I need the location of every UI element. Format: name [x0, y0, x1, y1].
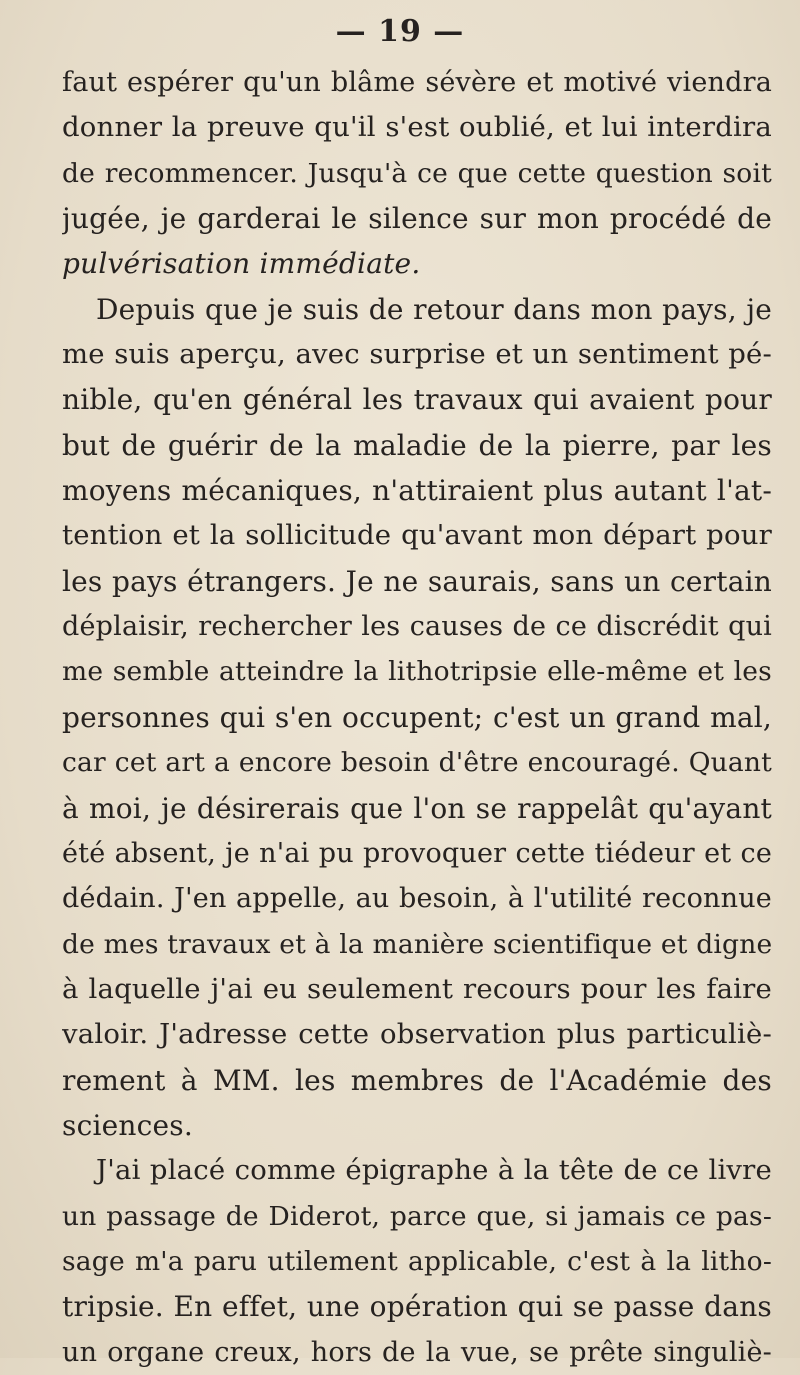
text-line: rement à MM. les membres de l'Académie des [62, 1063, 772, 1097]
text-line: sciences. [62, 1108, 193, 1142]
text-line: de mes travaux et à la manière scientifique et digne [62, 928, 772, 960]
text-line: donner la preuve qu'il s'est oublié, et lui interdira [62, 111, 772, 144]
paragraph-first-line: Depuis que je suis de retour dans mon pays, je [96, 292, 772, 326]
text-line: un passage de Diderot, parce que, si jamais ce pas- [62, 1200, 772, 1232]
text-line: tention et la sollicitude qu'avant mon départ pour [62, 519, 772, 552]
text-line: été absent, je n'ai pu provoquer cette tiédeur et ce [62, 837, 772, 869]
text-line: déplaisir, rechercher les causes de ce discrédit qui [62, 611, 772, 643]
body-text [62, 60, 772, 1375]
text-line: car cet art a encore besoin d'être encouragé. Quant [62, 747, 772, 779]
text-line: but de guérir de la maladie de la pierre, par les [62, 428, 772, 462]
text-line: de recommencer. Jusqu'à ce que cette question soit [62, 157, 772, 189]
text-line: jugée, je garderai le silence sur mon procédé de [62, 202, 772, 236]
paragraph-first-line: J'ai placé comme épigraphe à la tête de ce livre [96, 1154, 772, 1187]
text-line: valoir. J'adresse cette observation plus particuliè- [62, 1018, 772, 1051]
text-line: dédain. J'en appelle, au besoin, à l'utilité reconnue [62, 883, 772, 915]
text-line: à moi, je désirerais que l'on se rappelât qu'ayant [62, 791, 772, 825]
text-line: nible, qu'en général les travaux qui avaient pour [62, 383, 772, 417]
text-line: les pays étrangers. Je ne saurais, sans un certain [62, 564, 772, 598]
text-line: personnes qui s'en occupent; c'est un grand mal, [62, 700, 772, 734]
text-line: un organe creux, hors de la vue, se prête singuliè- [62, 1336, 772, 1368]
text-line: à laquelle j'ai eu seulement recours pour les faire [62, 972, 772, 1005]
text-line: me semble atteindre la lithotripsie elle-même et les [62, 656, 772, 688]
text-line: sage m'a paru utilement applicable, c'est à la litho- [62, 1245, 772, 1277]
text-line: moyens mécaniques, n'attiraient plus autant l'at- [62, 474, 772, 508]
text-line: pulvérisation immédiate. [62, 247, 421, 281]
page-number: — 19 — [335, 14, 465, 49]
text-line: faut espérer qu'un blâme sévère et motivé viendra [62, 67, 772, 98]
text-line: me suis aperçu, avec surprise et un sentiment pé- [62, 338, 772, 371]
text-line: tripsie. En effet, une opération qui se passe dans [62, 1290, 772, 1324]
